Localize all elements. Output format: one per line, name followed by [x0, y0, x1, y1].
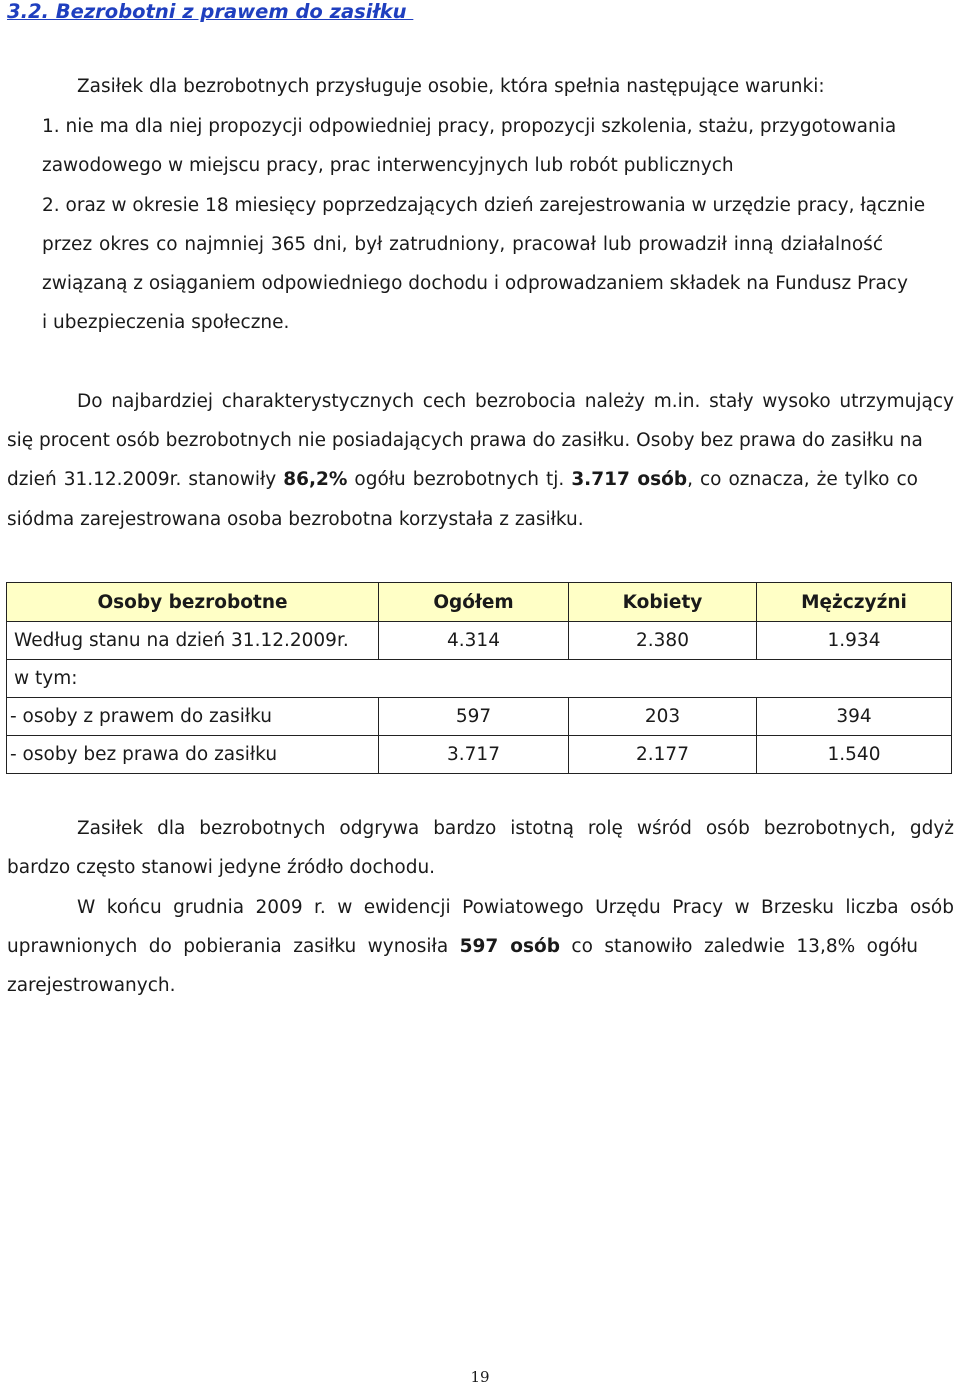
condition-2-line-1: 2. oraz w okresie 18 miesięcy poprzedzających dzień zarejestrowania w urzędzie pracy, łącznie	[42, 195, 926, 216]
paragraph-4-line-2	[7, 936, 918, 957]
table-cell: 203	[569, 698, 757, 736]
unemployed-table	[6, 582, 952, 774]
paragraph-4-line-1: W końcu grudnia 2009 r. w ewidencji Powiatowego Urzędu Pracy w Brzesku liczba osób	[77, 897, 954, 918]
condition-2-line-4: i ubezpieczenia społeczne.	[42, 312, 290, 333]
table-cell: 1.540	[757, 736, 952, 774]
condition-1-line-2: zawodowego w miejscu pracy, prac interwencyjnych lub robót publicznych	[42, 155, 734, 176]
condition-2-line-2: przez okres co najmniej 365 dni, był zatrudniony, pracował lub prowadził inną działalność	[42, 234, 883, 255]
table-row	[7, 736, 952, 774]
p4-text-c: co stanowiło zaledwie 13,8% ogółu	[559, 936, 919, 957]
table-cell: 394	[757, 698, 952, 736]
page-number: 19	[470, 1368, 490, 1386]
table-cell: 1.934	[757, 622, 952, 660]
table-cell	[757, 660, 952, 698]
paragraph-2-line-2: się procent osób bezrobotnych nie posiadających prawa do zasiłku. Osoby bez prawa do zasiłku na	[7, 430, 923, 451]
intro-text: Zasiłek dla bezrobotnych przysługuje osobie, która spełnia następujące warunki:	[77, 76, 825, 97]
p4-text-a: uprawnionych do pobierania zasiłku wynosiła	[7, 936, 460, 957]
p2-text-c: ogółu bezrobotnych tj.	[347, 469, 572, 490]
eligible-count-highlight: 597 osób	[459, 936, 560, 957]
paragraph-2-line-1: Do najbardziej charakterystycznych cech bezrobocia należy m.in. stały wysoko utrzymujący	[77, 391, 954, 412]
table-row	[7, 660, 952, 698]
table-cell	[569, 660, 757, 698]
header-cell: Ogółem	[379, 583, 569, 622]
table-cell: 4.314	[379, 622, 569, 660]
table-cell: 597	[379, 698, 569, 736]
paragraph-3-line-2: bardzo często stanowi jedyne źródło dochodu.	[7, 857, 436, 878]
section-heading: 3.2. Bezrobotni z prawem do zasiłku	[7, 0, 414, 23]
table-cell: w tym:	[7, 660, 379, 698]
paragraph-2-line-3	[7, 469, 918, 490]
table-header-row	[7, 583, 952, 622]
table-cell: 2.177	[569, 736, 757, 774]
header-cell: Mężczyźni	[757, 583, 952, 622]
header-cell: Kobiety	[569, 583, 757, 622]
table-cell: 3.717	[379, 736, 569, 774]
paragraph-4-line-3: zarejestrowanych.	[7, 975, 176, 996]
table-cell: - osoby bez prawa do zasiłku	[7, 736, 379, 774]
condition-1-line-1: 1. nie ma dla niej propozycji odpowiedniej pracy, propozycji szkolenia, stażu, przygotowania	[42, 116, 897, 137]
table-cell: Według stanu na dzień 31.12.2009r.	[7, 622, 379, 660]
table-cell: 2.380	[569, 622, 757, 660]
header-cell: Osoby bezrobotne	[7, 583, 379, 622]
paragraph-2-line-4: siódma zarejestrowana osoba bezrobotna korzystała z zasiłku.	[7, 509, 584, 530]
table-cell: - osoby z prawem do zasiłku	[7, 698, 379, 736]
table-row	[7, 698, 952, 736]
condition-2-line-3: związaną z osiąganiem odpowiedniego dochodu i odprowadzaniem składek na Fundusz Pracy	[42, 273, 908, 294]
table-row	[7, 622, 952, 660]
paragraph-3-line-1: Zasiłek dla bezrobotnych odgrywa bardzo istotną rolę wśród osób bezrobotnych, gdyż	[77, 818, 954, 839]
p2-text-a: dzień 31.12.2009r. stanowiły	[7, 469, 284, 490]
table-cell	[379, 660, 569, 698]
count-highlight: 3.717 osób	[571, 469, 688, 490]
p2-text-e: , co oznacza, że tylko co	[687, 469, 918, 490]
percent-highlight: 86,2%	[283, 469, 348, 490]
